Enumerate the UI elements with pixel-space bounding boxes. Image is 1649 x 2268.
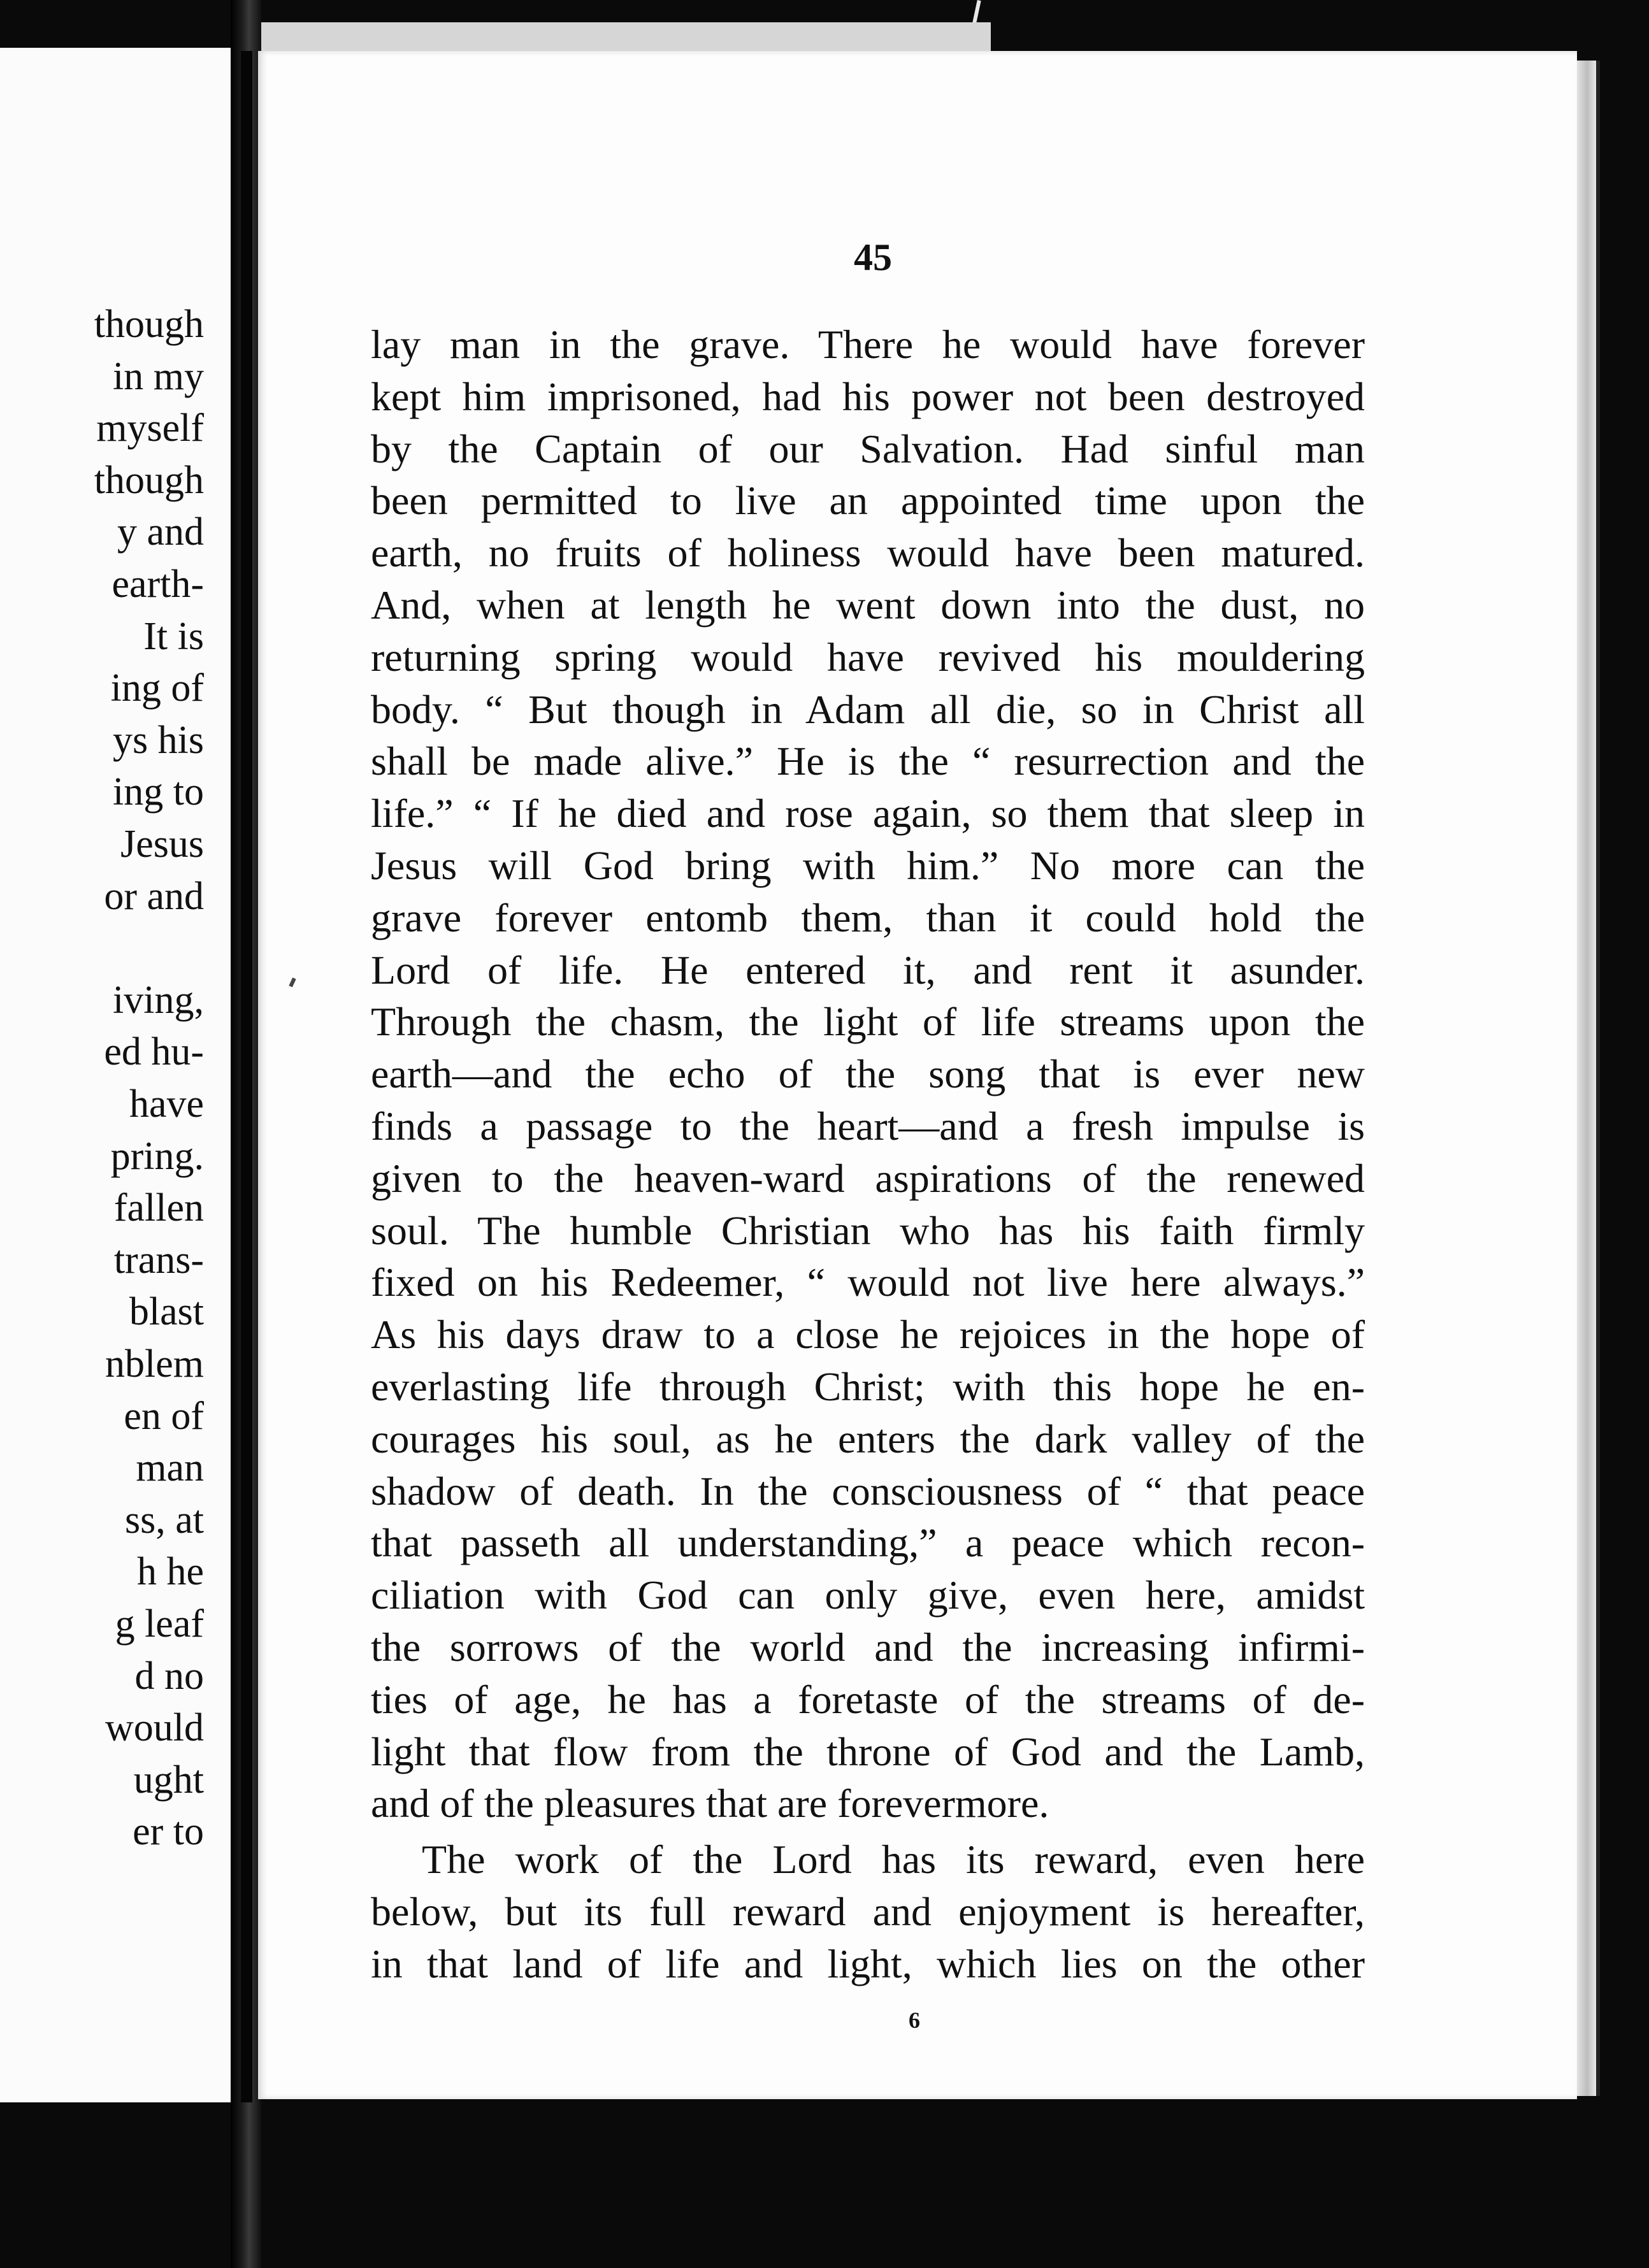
left-page-fragment: trans- <box>113 1238 204 1282</box>
left-page-fragment: would <box>105 1706 204 1750</box>
text-line: in that land of life and light, which lies on the other <box>371 1941 1365 1986</box>
text-line: life.” “ If he died and rose again, so them that sleep in <box>371 791 1365 836</box>
page-edge-line <box>1596 61 1600 2096</box>
text-line: Through the chasm, the light of life streams upon the <box>371 999 1365 1045</box>
page-number: 45 <box>854 236 892 278</box>
left-page-fragment: ing of <box>110 666 204 710</box>
left-page-fragment: Jesus <box>120 822 204 866</box>
left-page-fragment: nblem <box>105 1342 204 1386</box>
signature-mark: 6 <box>909 2007 920 2033</box>
text-line: below, but its full reward and enjoyment is hereafter, <box>371 1888 1365 1934</box>
left-page-fragment: pring. <box>110 1134 204 1178</box>
left-page-fragment: g leaf <box>115 1602 204 1646</box>
text-line: courages his soul, as he enters the dark valley of the <box>371 1416 1365 1461</box>
text-line: lay man in the grave. There he would have forever <box>371 322 1365 367</box>
left-page-text-fragments <box>0 48 231 2102</box>
left-page-fragment: though <box>94 303 204 346</box>
text-line: And, when at length he went down into the dust, no <box>371 582 1365 628</box>
text-line: that passeth all understanding,” a peace which recon- <box>371 1520 1365 1566</box>
text-line: Lord of life. He entered it, and rent it asunder. <box>371 947 1365 993</box>
page-edge-stack <box>1577 61 1597 2096</box>
left-page-fragment: en of <box>124 1394 204 1438</box>
text-line: and of the pleasures that are forevermore. <box>371 1781 1049 1827</box>
text-line: fixed on his Redeemer, “ would not live here always.” <box>371 1260 1365 1305</box>
left-page-fragment: though <box>94 458 204 502</box>
left-page-fragment: ed hu- <box>104 1030 204 1074</box>
text-line: soul. The humble Christian who has his faith firmly <box>371 1207 1365 1253</box>
left-page-fragment: h he <box>136 1550 204 1594</box>
text-line: light that flow from the throne of God and the Lamb, <box>371 1728 1365 1774</box>
text-line: kept him imprisoned, had his power not been destroyed <box>371 373 1365 419</box>
text-line: grave forever entomb them, than it could hold the <box>371 894 1365 940</box>
left-page-fragment: ught <box>133 1758 204 1802</box>
text-line: given to the heaven-ward aspirations of the renewed <box>371 1155 1365 1201</box>
left-page-fragment: ing to <box>113 770 204 814</box>
left-page-fragment: earth- <box>112 563 204 606</box>
body-text <box>371 319 1365 1990</box>
text-line: by the Captain of our Salvation. Had sinful man <box>371 426 1365 471</box>
text-line: finds a passage to the heart—and a fresh impulse is <box>371 1103 1365 1149</box>
left-page-fragment: ys his <box>113 718 204 762</box>
text-line: earth—and the echo of the song that is ever new <box>371 1051 1365 1097</box>
left-page-fragment: ss, at <box>125 1498 204 1542</box>
text-line: earth, no fruits of holiness would have been matured. <box>371 530 1365 576</box>
text-line: shadow of death. In the consciousness of “ that peace <box>371 1468 1365 1514</box>
text-line: The work of the Lord has its reward, even here <box>422 1837 1365 1883</box>
left-page-fragment: fallen <box>113 1186 204 1230</box>
left-page-fragment: er to <box>133 1810 204 1854</box>
gutter-shadow <box>241 51 252 2102</box>
text-line: ciliation with God can only give, even here, amidst <box>371 1572 1365 1618</box>
left-page-fragment: y and <box>117 510 204 554</box>
text-line: the sorrows of the world and the increasing infirmi- <box>371 1624 1365 1670</box>
left-page-fragment: in my <box>113 354 204 398</box>
text-line: everlasting life through Christ; with this hope he en- <box>371 1363 1365 1409</box>
text-line: been permitted to live an appointed time upon the <box>371 478 1365 524</box>
left-page-fragment: blast <box>129 1290 204 1334</box>
text-line: ties of age, he has a foretaste of the streams of de- <box>371 1676 1365 1722</box>
left-page-fragment: or and <box>104 874 204 918</box>
left-facing-page <box>0 48 231 2102</box>
left-page-fragment: iving, <box>113 978 204 1022</box>
left-page-fragment: have <box>129 1082 204 1126</box>
left-page-fragment: myself <box>96 406 204 450</box>
text-line: As his days draw to a close he rejoices in the hope of <box>371 1312 1365 1358</box>
text-line: returning spring would have revived his mouldering <box>371 634 1365 680</box>
left-page-fragment: man <box>136 1446 204 1490</box>
text-line: Jesus will God bring with him.” No more can the <box>371 842 1365 888</box>
text-line: shall be made alive.” He is the “ resurrection and the <box>371 738 1365 784</box>
text-line: body. “ But though in Adam all die, so in Christ all <box>371 686 1365 732</box>
left-page-fragment: d no <box>134 1654 204 1698</box>
left-page-fragment: It is <box>143 614 204 658</box>
